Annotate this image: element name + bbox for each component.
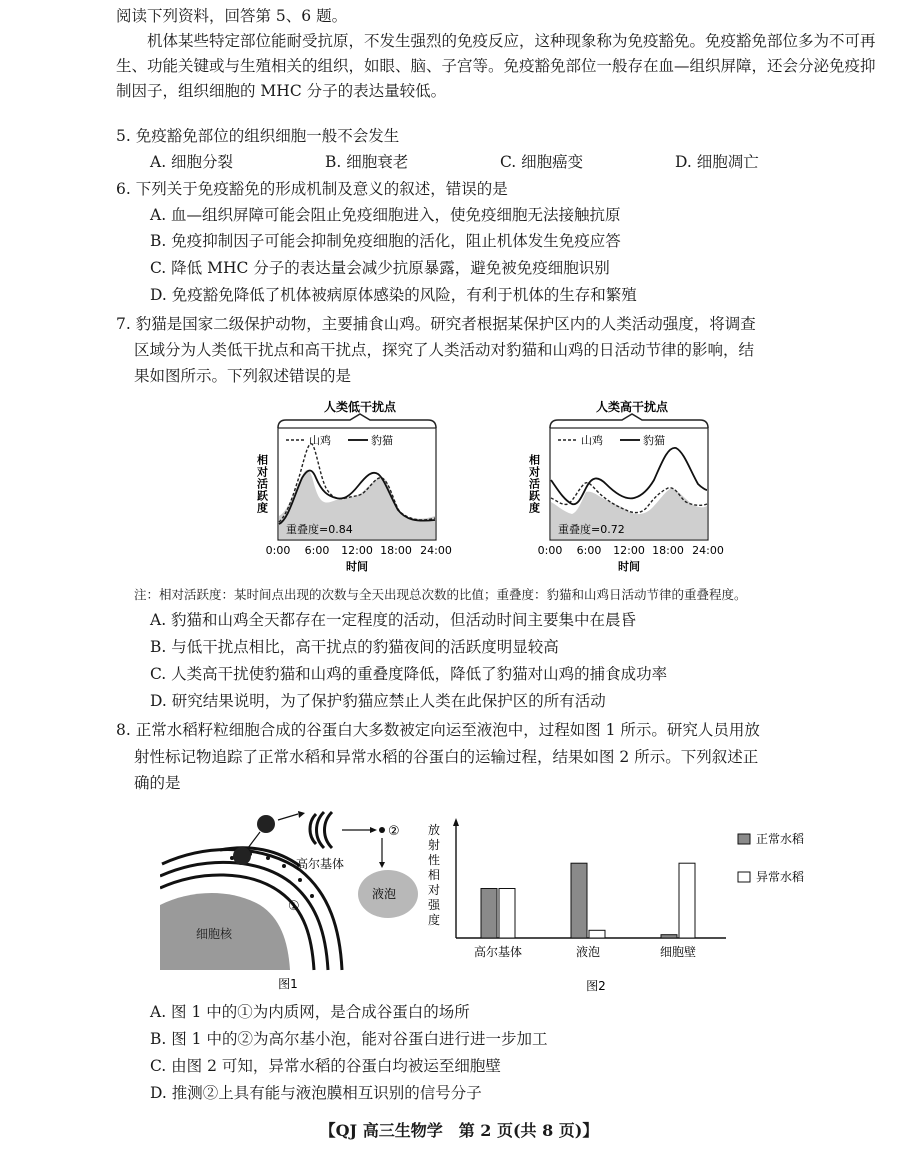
arrow-er-to-vesicle: [248, 832, 260, 848]
figure-1-cell-diagram: [160, 810, 425, 995]
nucleus-label: 细胞核: [196, 927, 233, 941]
category-label: 细胞壁: [659, 945, 697, 959]
y-axis-arrow: [453, 818, 459, 826]
q8-option-c: C. 由图 2 可知，异常水稻的谷蛋白均被运至细胞壁: [150, 1057, 501, 1075]
figure-2-caption: 图2: [586, 979, 606, 993]
legend-swatch-normal: [738, 834, 750, 844]
chart-low-legend-pheasant: 山鸡: [309, 434, 331, 447]
legend-abnormal: 异常水稻: [756, 870, 805, 884]
activity-chart-low: [250, 396, 465, 576]
legend-swatch-abnormal: [738, 872, 750, 882]
category-labels: [474, 944, 696, 959]
bar-normal: [481, 889, 497, 939]
q8-stem-line-2: 射性标记物追踪了正常水稻和异常水稻的谷蛋白的运输过程，结果如图 2 所示。下列叙述正: [134, 748, 759, 766]
transport-vesicle-er: [233, 847, 251, 865]
q8-option-a: A. 图 1 中的①为内质网，是合成谷蛋白的场所: [150, 1003, 470, 1021]
chart-low-title: 人类低干扰点: [323, 400, 397, 414]
chart-high-legend-pheasant: 山鸡: [581, 434, 603, 447]
golgi-icon: [310, 812, 332, 848]
category-label: 液泡: [575, 945, 601, 959]
chart-high-tick: 12:00: [613, 544, 645, 557]
q6-option-d: D. 免疫豁免降低了机体被病原体感染的风险，有利于机体的生存和繁殖: [150, 286, 637, 304]
q7-note: 注：相对活跃度：某时间点出现的次数与全天出现总次数的比值；重叠度：豹猫和山鸡日活动节律的重叠程度。: [134, 587, 747, 602]
chart-high-tick: 6:00: [576, 544, 602, 557]
chart-high-xlabel: 时间: [618, 560, 640, 573]
q5-options: [150, 150, 850, 175]
chart-low-tick: 6:00: [304, 544, 330, 557]
q6-stem: 6. 下列关于免疫豁免的形成机制及意义的叙述，错误的是: [116, 180, 508, 198]
figure-2-bar-chart: [420, 818, 840, 995]
category-label: 高尔基体: [473, 945, 523, 959]
vacuole-label: 液泡: [372, 887, 397, 901]
chart-high-overlap-label: 重叠度=0.72: [558, 523, 625, 536]
chart-high-cat-line: [551, 448, 707, 504]
q5-stem: 5. 免疫豁免部位的组织细胞一般不会发生: [116, 127, 400, 145]
q7-option-a: A. 豹猫和山鸡全天都存在一定程度的活动，但活动时间主要集中在晨昏: [150, 611, 637, 629]
q8-stem-line-3: 确的是: [134, 774, 181, 792]
q7-stem-line-2: 区域分为人类低干扰点和高干扰点，探究了人类活动对豹猫和山鸡的日活动节律的影响，结: [134, 341, 755, 359]
q5-option-d: D. 细胞凋亡: [675, 153, 759, 171]
chart-low-tick: 18:00: [380, 544, 412, 557]
arrow-to-golgi: [278, 814, 298, 820]
chart-high-tick: 18:00: [652, 544, 684, 557]
chart-low-brace: [278, 414, 436, 428]
q8-option-b: B. 图 1 中的②为高尔基小泡，能对谷蛋白进行进一步加工: [150, 1030, 548, 1048]
q7-option-c: C. 人类高干扰使豹猫和山鸡的重叠度降低，降低了豹猫对山鸡的捕食成功率: [150, 665, 668, 683]
transport-vesicle: [257, 815, 275, 833]
q6-option-b: B. 免疫抑制因子可能会抑制免疫细胞的活化，阻止机体发生免疫应答: [150, 232, 621, 250]
chart-high-brace: [550, 414, 708, 428]
chart-low-ylabel: 相对活跃度: [255, 454, 269, 514]
activity-chart-high: [522, 396, 737, 576]
bar-normal: [571, 863, 587, 938]
page-footer: 【QJ 高三生物学 第 2 页(共 8 页)】: [319, 1121, 599, 1140]
bar-normal: [661, 935, 677, 938]
q6-option-a: A. 血—组织屏障可能会阻止免疫细胞进入，使免疫细胞无法接触抗原: [150, 206, 621, 224]
chart-ylabel: [428, 823, 441, 927]
chart-low-legend-cat: 豹猫: [371, 434, 393, 447]
bar-abnormal: [589, 930, 605, 938]
q5-option-b: B. 细胞衰老: [325, 153, 409, 171]
chart-high-tick: 24:00: [692, 544, 724, 557]
q7-option-b: B. 与低干扰点相比，高干扰点的豹猫夜间的活跃度明显较高: [150, 638, 559, 656]
q5-option-c: C. 细胞癌变: [500, 153, 584, 171]
figure-1-caption: 图1: [278, 977, 298, 991]
vesicle-2: [379, 827, 385, 833]
chart-low-tick: 0:00: [265, 544, 291, 557]
chart-low-overlap-label: 重叠度=0.84: [286, 523, 353, 536]
bar-abnormal: [679, 863, 695, 938]
svg-text:放射性相对强度: 放射性相对强度: [427, 823, 441, 927]
arrow-golgi-to-vesicle-head: [370, 827, 377, 833]
mark-1: ①: [288, 899, 300, 914]
chart-high-tick: 0:00: [537, 544, 563, 557]
material-paragraph: 机体某些特定部位能耐受抗原，不发生强烈的免疫反应，这种现象称为免疫豁免。免疫豁免部位多为不可再生、功能关键或与生殖相关的组织，如眼、脑、子宫等。免疫豁免部位一般存在血—组织屏障，还会分泌免疫抑制因子，组织细胞的 MHC 分子的表达量较低。: [116, 32, 876, 100]
arrow-to-vacuole-head: [379, 862, 385, 868]
chart-high-legend-cat: 豹猫: [643, 434, 665, 447]
chart-high-title: 人类高干扰点: [595, 400, 669, 414]
legend-normal: 正常水稻: [756, 832, 805, 846]
q8-option-d: D. 推测②上具有能与液泡膜相互识别的信号分子: [150, 1084, 482, 1102]
golgi-label: 高尔基体: [296, 857, 345, 871]
arrow-to-golgi-head: [298, 811, 305, 818]
q7-stem-line-3: 果如图所示。下列叙述错误的是: [134, 367, 352, 385]
bars-group: [481, 863, 695, 938]
q7-stem-line-1: 7. 豹猫是国家二级保护动物，主要捕食山鸡。研究者根据某保护区内的人类活动强度，将调查: [116, 315, 756, 333]
q7-option-d: D. 研究结果说明，为了保护豹猫应禁止人类在此保护区的所有活动: [150, 692, 606, 710]
chart-high-ylabel: 相对活跃度: [527, 454, 541, 514]
q8-stem-line-1: 8. 正常水稻籽粒细胞合成的谷蛋白大多数被定向运至液泡中，过程如图 1 所示。研究人员用放: [116, 721, 760, 739]
intro-text: 阅读下列资料，回答第 5、6 题。: [116, 7, 348, 25]
chart-low-tick: 24:00: [420, 544, 452, 557]
bar-abnormal: [499, 889, 515, 939]
q6-option-c: C. 降低 MHC 分子的表达量会减少抗原暴露，避免被免疫细胞识别: [150, 259, 610, 277]
mark-2: ②: [388, 824, 400, 839]
q5-option-a: A. 细胞分裂: [150, 153, 234, 171]
chart-low-tick: 12:00: [341, 544, 373, 557]
chart-low-xlabel: 时间: [346, 560, 368, 573]
